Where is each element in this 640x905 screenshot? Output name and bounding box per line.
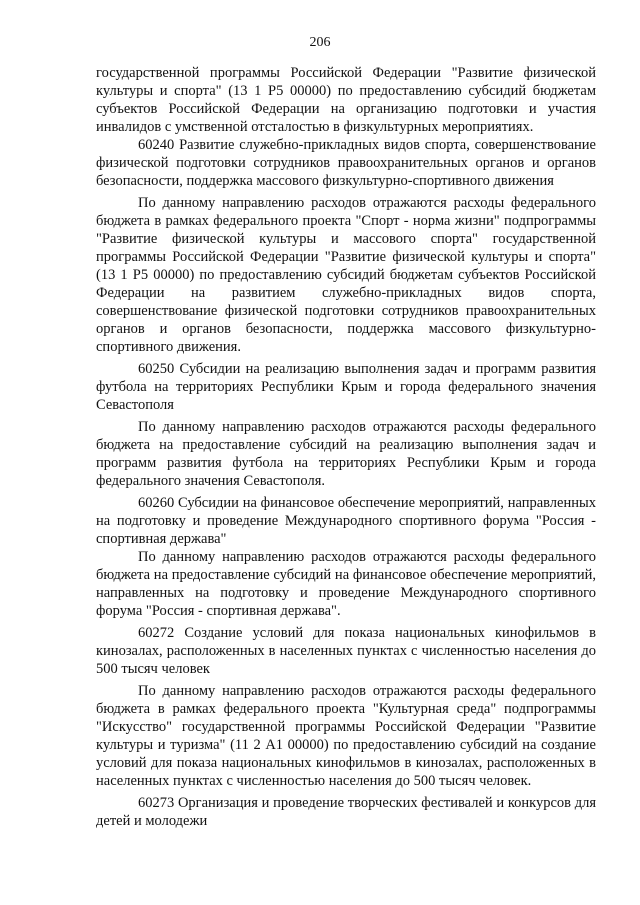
document-body: [96, 64, 596, 830]
page-number: 206: [309, 35, 331, 50]
budget-code-heading-60250: 60250 Субсидии на реализацию выполнения задач и программ развития футбола на территориях Республики Крым и города федерального значения Севастополя: [96, 361, 596, 413]
paragraph: По данному направлению расходов отражаются расходы федерального бюджета на предоставление субсидий на финансовое обеспечение мероприятий, направленных на подготовку и проведение Международного спортивного форума "Россия - спортивная держава".: [96, 549, 596, 619]
budget-code-heading-60273: 60273 Организация и проведение творческих фестивалей и конкурсов для детей и молодежи: [96, 795, 596, 829]
paragraph: государственной программы Российской Федерации "Развитие физической культуры и спорта" (13 1 Р5 00000) по предоставлению субсидий бюджетам субъектов Российской Федерации на организацию подготовки и участия инвалидов с умственной отсталостью в физкультурных мероприятиях.: [96, 65, 596, 135]
budget-code-heading-60260: 60260 Субсидии на финансовое обеспечение мероприятий, направленных на подготовку и проведение Международного спортивного форума "Россия - спортивная держава": [96, 495, 596, 547]
paragraph: По данному направлению расходов отражаются расходы федерального бюджета на предоставление субсидий на реализацию выполнения задач и программ развития футбола на территориях Республики Крым и города федерального значения Севастополя.: [96, 419, 596, 489]
budget-code-heading-60240: 60240 Развитие служебно-прикладных видов спорта, совершенствование физической подготовки сотрудников правоохранительных органов и органов безопасности, поддержка массового физкультурно-спортивного движения: [96, 137, 596, 189]
budget-code-heading-60272: 60272 Создание условий для показа национальных кинофильмов в кинозалах, расположенных в населенных пунктах с численностью населения до 500 тысяч человек: [96, 625, 596, 677]
paragraph: По данному направлению расходов отражаются расходы федерального бюджета в рамках федерального проекта "Спорт - норма жизни" подпрограммы "Развитие физической культуры и массового спорта" государственной программы Российской Федерации "Развитие физической культуры и спорта" (13 1 Р5 00000) по предоставлению субсидий бюджетам субъектов Российской Федерации на развитием служебно-прикладных видов спорта, совершенствование физической подготовки сотрудников правоохранительных органов и органов безопасности, поддержка массового физкультурно-спортивного движения.: [96, 195, 596, 355]
paragraph: По данному направлению расходов отражаются расходы федерального бюджета в рамках федерального проекта "Культурная среда" подпрограммы "Искусство" государственной программы Российской Федерации "Развитие культуры и туризма" (11 2 А1 00000) по предоставлению субсидий на создание условий для показа национальных кинофильмов в кинозалах, расположенных в населенных пунктах с численностью населения до 500 тысяч человек.: [96, 683, 596, 789]
